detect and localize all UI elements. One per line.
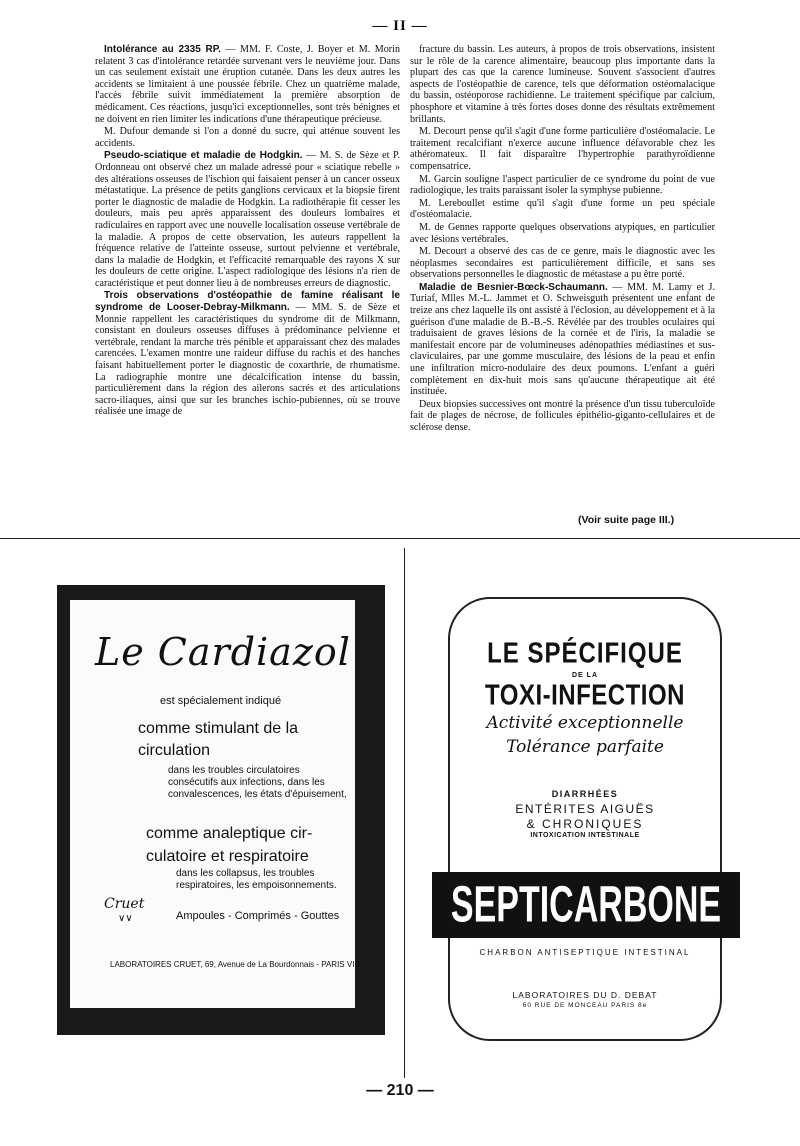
septicarbone-script-1: Activité exceptionnelle [486,713,684,733]
article-heading: Pseudo-sciatique et maladie de Hodgkin. [104,150,303,162]
cruet-logo: Cruet [104,896,145,912]
article-paragraph [95,126,400,149]
septicarbone-indication-4: INTOXICATION INTESTINALE [530,832,640,839]
cardiazol-forms: Ampoules - Comprimés - Gouttes [176,910,340,922]
septicarbone-indication-2: ENTÉRITES AIGUËS [515,802,655,816]
septicarbone-indication-1: DIARRHÉES [551,789,619,799]
article-paragraph [95,150,400,289]
article-text: — M. S. de Sèze et P. Ordonneau ont observé chez un malade adressé pour « sciatique rebelle » des altérations osseuses de l'ischion qui faisaient penser à un cancer osseux métastatique. La présence de petits ganglions cervicaux et la biopsie firent porter le diagnostic de maladie de Hodgkin. La radiothérapie fit cesser les douleurs, mais peu après apparaissent des douleurs lombaires et radiculaires en rapport avec une nouvelle localisation osseuse vertébrale de la maladie. A propos de cette observation, les auteurs rappellent la fréquence relative de l'atteinte osseuse, surtout pelvienne et vertébrale, dans la maladie de Hodgkin, et l'efficacité remarquable des rayons X sur les douleurs de cette origine. L'aspect radiologique des lésions n'a rien de caractéristique et peut donner lieu à de nombreuses erreurs de diagnostic. [95,150,400,289]
article-text: — MM. M. Lamy et J. Turiaf, Mlles M.-L. Jammet et O. Schweisguth présentent une enfant de treize ans chez laquelle ils ont assisté à l'éclosion, au développement et à la guérison d'une maladie de B.-B.-S. Révélée par des troubles oculaires qui traduisaient de graves lésions de la cornée et de l'iris, la maladie se manifestait encore par de volumineuses adénopathies médiastines et sus-claviculaires, par une gomme musculaire, des lésions de la peau et enfin une infiltration micro-nodulaire des deux poumons. L'enfant a guéri complètement en dix-huit mois sans qu'aucune thérapeutique ait été instituée. [410,281,715,398]
horizontal-rule [0,538,800,539]
article-paragraph [95,290,400,418]
article-text: M. de Gennes rapporte quelques observations atypiques, en particulier avec lésions vertébrales. [410,221,715,245]
septicarbone-headline-2: DE LA [572,672,598,679]
right-column [410,44,715,532]
septicarbone-address: 60 RUE DE MONCEAU PARIS 8e [522,1002,648,1009]
article-text: M. Garcin souligne l'aspect particulier de ce syndrome du point de vue radiologique, les traits paraissant isoler la symphyse pubienne. [410,173,715,197]
cardiazol-sub-1: dans les troubles circulatoires consécutifs aux infections, dans les convalescences, les états d'épuisement, [168,765,347,800]
cardiazol-line-5: culatoire et respiratoire [146,848,309,865]
article-paragraph [410,174,715,197]
article-paragraph [95,44,400,125]
article-text: M. Lereboullet estime qu'il s'agit d'une forme un peu spéciale d'ostéomalacie. [410,197,715,221]
cardiazol-line-2: comme stimulant de la [138,720,299,737]
article-paragraph [410,282,715,398]
septicarbone-brand: SEPTICARBONE [450,876,722,934]
article-text: M. Decourt a observé des cas de ce genre, mais le diagnostic avec les néoplasmes secondaires est particulièrement difficile, et sans ses observations personnelles le diagnostic de métastase a pu être porté. [410,246,715,281]
cardiazol-line-1: est spécialement indiqué [160,695,282,707]
septicarbone-headline-3: TOXI-INFECTION [485,679,685,712]
continued-note: (Voir suite page III.) [578,514,675,526]
septicarbone-indication-3: & CHRONIQUES [526,817,644,831]
article-text: M. Dufour demande si l'on a donné du sucre, qui atténue souvent les accidents. [95,126,400,149]
text-columns [95,44,715,532]
cardiazol-lab-address: LABORATOIRES CRUET, 69, Avenue de La Bourdonnais - PARIS VIIe [110,960,362,969]
page-roman-numeral: — II — [372,18,428,34]
article-heading: Intolérance au 2335 RP. [104,44,221,55]
article-text: M. Decourt pense qu'il s'agit d'une forme particulière d'ostéomalacie. Le traitement recalcifiant n'exerce aucune influence défavorable chez les athéromateux. Il fait disparaître l'hypertrophie parathyroïdienne compensatrice. [410,126,715,172]
article-text: fracture du bassin. Les auteurs, à propos de trois observations, insistent sur le rôle de la carence alimentaire, beaucoup plus importante dans la plupart des cas que la carence lumineuse. Souvent s'associent d'autres aspects de l'ostéopathie de carence, tels que déformation ostéomalacique du bassin, ostéoporose rachidienne. Le traitement spécifique par calcium, phosphore et vitamine à très fortes doses donne des résultats extrêmement brillants. [410,44,715,125]
left-column [95,44,400,532]
cardiazol-sub-2: dans les collapsus, les troubles respiratoires, les empoisonnements. [176,868,337,891]
cardiazol-title: Le Cardiazol [95,630,351,674]
article-text: Deux biopsies successives ont montré la présence d'un tissu tuberculoïde fait de plages de nécrose, de follicules épithélio-giganto-cellulaires et de sclérose dense. [410,398,715,433]
cardiazol-line-3: circulation [138,742,211,759]
article-paragraph [410,126,715,172]
septicarbone-headline-1: LE SPÉCIFIQUE [487,637,683,670]
septicarbone-script-2: Tolérance parfaite [506,737,664,757]
article-heading: Maladie de Besnier-Bœck-Schaumann. [419,281,608,293]
article-text: — MM. S. de Sèze et Monnie rappellent les caractéristiques du syndrome dit de Milkmann, consistant en douleurs osseuses diffuses à prédominance pelvienne et vertébrale, rendant la marche très pénible et apparaissant chez des malades carencées. L'examen montre une raideur diffuse du rachis et des hanches faisant habituellement porter le diagnostic de coxarthrie, de rhumatisme. La radiographie montre une décalcification intense du bassin, particulièrement dans la région des ailerons sacrés et des articulations sacro-iliaques, ainsi que sur les branches ischio-pubiennes, où se trouve réalisée une image de [95,302,400,418]
page-number: — 210 — [366,1082,434,1099]
cardiazol-line-4: comme analeptique cir- [146,825,313,842]
article-paragraph [410,44,715,125]
article-heading: Trois observations d'ostéopathie de famine réalisant le syndrome de Looser-Debray-Milkmann. [95,290,400,314]
article-paragraph [410,222,715,245]
article-paragraph [410,246,715,281]
septicarbone-lab: LABORATOIRES DU D. DEBAT [512,990,658,1000]
chevron-down-icon: ∨∨ [118,913,133,924]
article-paragraph [410,198,715,221]
article-text: — MM. F. Coste, J. Boyer et M. Morin relatent 3 cas d'intolérance retardée survenant vers le neuvième jour. Dans un cas seulement existait une éruption cutanée. Dans les deux autres les accidents se limitaient à une poussée fébrile. Chez un quatrième malade, l'accès fébrile suivit immédiatement la première absorption de médicament. Ces réactions, jusqu'ici exceptionnelles, sont très bénignes et ne doivent en rien limiter les indications d'une thérapeutique précieuse. [95,44,400,125]
vertical-rule [404,548,405,1078]
article-paragraph [410,399,715,434]
septicarbone-tagline: CHARBON ANTISEPTIQUE INTESTINAL [479,948,691,957]
